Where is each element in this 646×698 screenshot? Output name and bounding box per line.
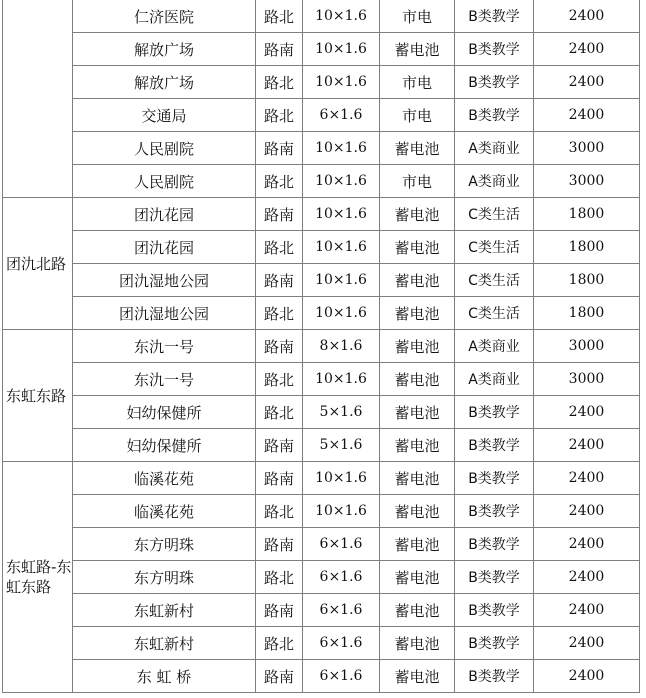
table-row — [3, 99, 640, 132]
station-name-cell: 团氿湿地公园 — [73, 297, 256, 330]
category-cell: B类教学 — [455, 0, 534, 33]
station-name-cell: 团氿花园 — [73, 231, 256, 264]
size-cell: 6×1.6 — [303, 99, 380, 132]
category-cell: B类教学 — [455, 594, 534, 627]
direction-cell: 路南 — [256, 330, 303, 363]
station-name-cell: 仁济医院 — [73, 0, 256, 33]
power-source-cell: 市电 — [380, 0, 455, 33]
category-cell: B类教学 — [455, 561, 534, 594]
category-cell: C类生活 — [455, 198, 534, 231]
table-row — [3, 165, 640, 198]
direction-cell: 路北 — [256, 363, 303, 396]
category-cell: C类生活 — [455, 264, 534, 297]
power-source-cell: 蓄电池 — [380, 33, 455, 66]
category-cell: B类教学 — [455, 66, 534, 99]
table-row — [3, 132, 640, 165]
power-source-cell: 市电 — [380, 99, 455, 132]
power-source-cell: 蓄电池 — [380, 198, 455, 231]
station-table — [2, 0, 640, 693]
category-cell: A类商业 — [455, 363, 534, 396]
category-cell: A类商业 — [455, 165, 534, 198]
size-cell: 6×1.6 — [303, 561, 380, 594]
table-row — [3, 561, 640, 594]
amount-cell: 1800 — [534, 231, 640, 264]
station-name-cell: 东方明珠 — [73, 528, 256, 561]
size-cell: 8×1.6 — [303, 330, 380, 363]
station-name-cell: 团氿花园 — [73, 198, 256, 231]
size-cell: 10×1.6 — [303, 33, 380, 66]
amount-cell: 2400 — [534, 528, 640, 561]
amount-cell: 2400 — [534, 660, 640, 693]
table-row — [3, 231, 640, 264]
amount-cell: 2400 — [534, 594, 640, 627]
station-name-cell: 东方明珠 — [73, 561, 256, 594]
direction-cell: 路南 — [256, 528, 303, 561]
direction-cell: 路南 — [256, 462, 303, 495]
category-cell: B类教学 — [455, 429, 534, 462]
size-cell: 10×1.6 — [303, 165, 380, 198]
size-cell: 5×1.6 — [303, 396, 380, 429]
size-cell: 10×1.6 — [303, 132, 380, 165]
station-name-cell: 妇幼保健所 — [73, 396, 256, 429]
station-name-cell: 东氿一号 — [73, 330, 256, 363]
category-cell: B类教学 — [455, 660, 534, 693]
amount-cell: 3000 — [534, 132, 640, 165]
direction-cell: 路北 — [256, 231, 303, 264]
station-name-cell: 妇幼保健所 — [73, 429, 256, 462]
power-source-cell: 蓄电池 — [380, 396, 455, 429]
station-name-cell: 人民剧院 — [73, 165, 256, 198]
direction-cell: 路南 — [256, 594, 303, 627]
amount-cell: 2400 — [534, 429, 640, 462]
power-source-cell: 市电 — [380, 66, 455, 99]
table-row — [3, 198, 640, 231]
table-row — [3, 297, 640, 330]
category-cell: B类教学 — [455, 495, 534, 528]
size-cell: 6×1.6 — [303, 660, 380, 693]
size-cell: 10×1.6 — [303, 495, 380, 528]
category-cell: B类教学 — [455, 627, 534, 660]
table-row — [3, 396, 640, 429]
power-source-cell: 蓄电池 — [380, 231, 455, 264]
size-cell: 6×1.6 — [303, 528, 380, 561]
amount-cell: 3000 — [534, 363, 640, 396]
table-row — [3, 594, 640, 627]
amount-cell: 2400 — [534, 33, 640, 66]
power-source-cell: 蓄电池 — [380, 132, 455, 165]
power-source-cell: 蓄电池 — [380, 561, 455, 594]
direction-cell: 路南 — [256, 429, 303, 462]
amount-cell: 3000 — [534, 165, 640, 198]
size-cell: 10×1.6 — [303, 0, 380, 33]
direction-cell: 路北 — [256, 165, 303, 198]
direction-cell: 路南 — [256, 132, 303, 165]
category-cell: B类教学 — [455, 99, 534, 132]
direction-cell: 路北 — [256, 99, 303, 132]
table-row — [3, 429, 640, 462]
direction-cell: 路北 — [256, 66, 303, 99]
power-source-cell: 蓄电池 — [380, 594, 455, 627]
station-name-cell: 临溪花苑 — [73, 495, 256, 528]
direction-cell: 路北 — [256, 561, 303, 594]
direction-cell: 路南 — [256, 33, 303, 66]
power-source-cell: 蓄电池 — [380, 462, 455, 495]
direction-cell: 路南 — [256, 198, 303, 231]
category-cell: B类教学 — [455, 528, 534, 561]
table-row — [3, 495, 640, 528]
power-source-cell: 蓄电池 — [380, 627, 455, 660]
amount-cell: 2400 — [534, 0, 640, 33]
size-cell: 10×1.6 — [303, 264, 380, 297]
amount-cell: 1800 — [534, 264, 640, 297]
amount-cell: 2400 — [534, 495, 640, 528]
station-name-cell: 解放广场 — [73, 66, 256, 99]
direction-cell: 路北 — [256, 0, 303, 33]
category-cell: A类商业 — [455, 330, 534, 363]
direction-cell: 路北 — [256, 495, 303, 528]
power-source-cell: 市电 — [380, 165, 455, 198]
table-row — [3, 330, 640, 363]
amount-cell: 2400 — [534, 66, 640, 99]
station-table-body — [3, 0, 640, 693]
station-name-cell: 解放广场 — [73, 33, 256, 66]
amount-cell: 2400 — [534, 627, 640, 660]
table-row — [3, 627, 640, 660]
station-name-cell: 东氿一号 — [73, 363, 256, 396]
amount-cell: 1800 — [534, 297, 640, 330]
power-source-cell: 蓄电池 — [380, 528, 455, 561]
size-cell: 10×1.6 — [303, 66, 380, 99]
table-row — [3, 660, 640, 693]
power-source-cell: 蓄电池 — [380, 495, 455, 528]
amount-cell: 2400 — [534, 462, 640, 495]
power-source-cell: 蓄电池 — [380, 264, 455, 297]
category-cell: B类教学 — [455, 396, 534, 429]
direction-cell: 路北 — [256, 627, 303, 660]
power-source-cell: 蓄电池 — [380, 660, 455, 693]
road-name-cell: 团氿北路 — [3, 198, 73, 330]
direction-cell: 路北 — [256, 297, 303, 330]
size-cell: 10×1.6 — [303, 363, 380, 396]
size-cell: 10×1.6 — [303, 462, 380, 495]
size-cell: 10×1.6 — [303, 297, 380, 330]
table-row — [3, 528, 640, 561]
table-row — [3, 0, 640, 33]
station-table-wrapper — [2, 0, 640, 693]
category-cell: B类教学 — [455, 462, 534, 495]
table-row — [3, 66, 640, 99]
road-name-cell: 东虹路-东虹东路 — [3, 462, 73, 693]
table-row — [3, 33, 640, 66]
amount-cell: 2400 — [534, 99, 640, 132]
amount-cell: 3000 — [534, 330, 640, 363]
category-cell: B类教学 — [455, 33, 534, 66]
category-cell: C类生活 — [455, 297, 534, 330]
station-name-cell: 东虹新村 — [73, 627, 256, 660]
category-cell: A类商业 — [455, 132, 534, 165]
direction-cell: 路南 — [256, 264, 303, 297]
table-row — [3, 363, 640, 396]
size-cell: 6×1.6 — [303, 627, 380, 660]
table-row — [3, 462, 640, 495]
size-cell: 10×1.6 — [303, 198, 380, 231]
amount-cell: 2400 — [534, 561, 640, 594]
category-cell: C类生活 — [455, 231, 534, 264]
station-name-cell: 团氿湿地公园 — [73, 264, 256, 297]
size-cell: 5×1.6 — [303, 429, 380, 462]
power-source-cell: 蓄电池 — [380, 363, 455, 396]
station-name-cell: 临溪花苑 — [73, 462, 256, 495]
direction-cell: 路北 — [256, 396, 303, 429]
station-name-cell: 东虹新村 — [73, 594, 256, 627]
table-row — [3, 264, 640, 297]
direction-cell: 路南 — [256, 660, 303, 693]
station-name-cell: 交通局 — [73, 99, 256, 132]
power-source-cell: 蓄电池 — [380, 297, 455, 330]
power-source-cell: 蓄电池 — [380, 429, 455, 462]
road-name-cell — [3, 0, 73, 198]
road-name-cell: 东虹东路 — [3, 330, 73, 462]
station-name-cell: 人民剧院 — [73, 132, 256, 165]
size-cell: 10×1.6 — [303, 231, 380, 264]
power-source-cell: 蓄电池 — [380, 330, 455, 363]
amount-cell: 2400 — [534, 396, 640, 429]
amount-cell: 1800 — [534, 198, 640, 231]
station-name-cell: 东 虹 桥 — [73, 660, 256, 693]
size-cell: 6×1.6 — [303, 594, 380, 627]
